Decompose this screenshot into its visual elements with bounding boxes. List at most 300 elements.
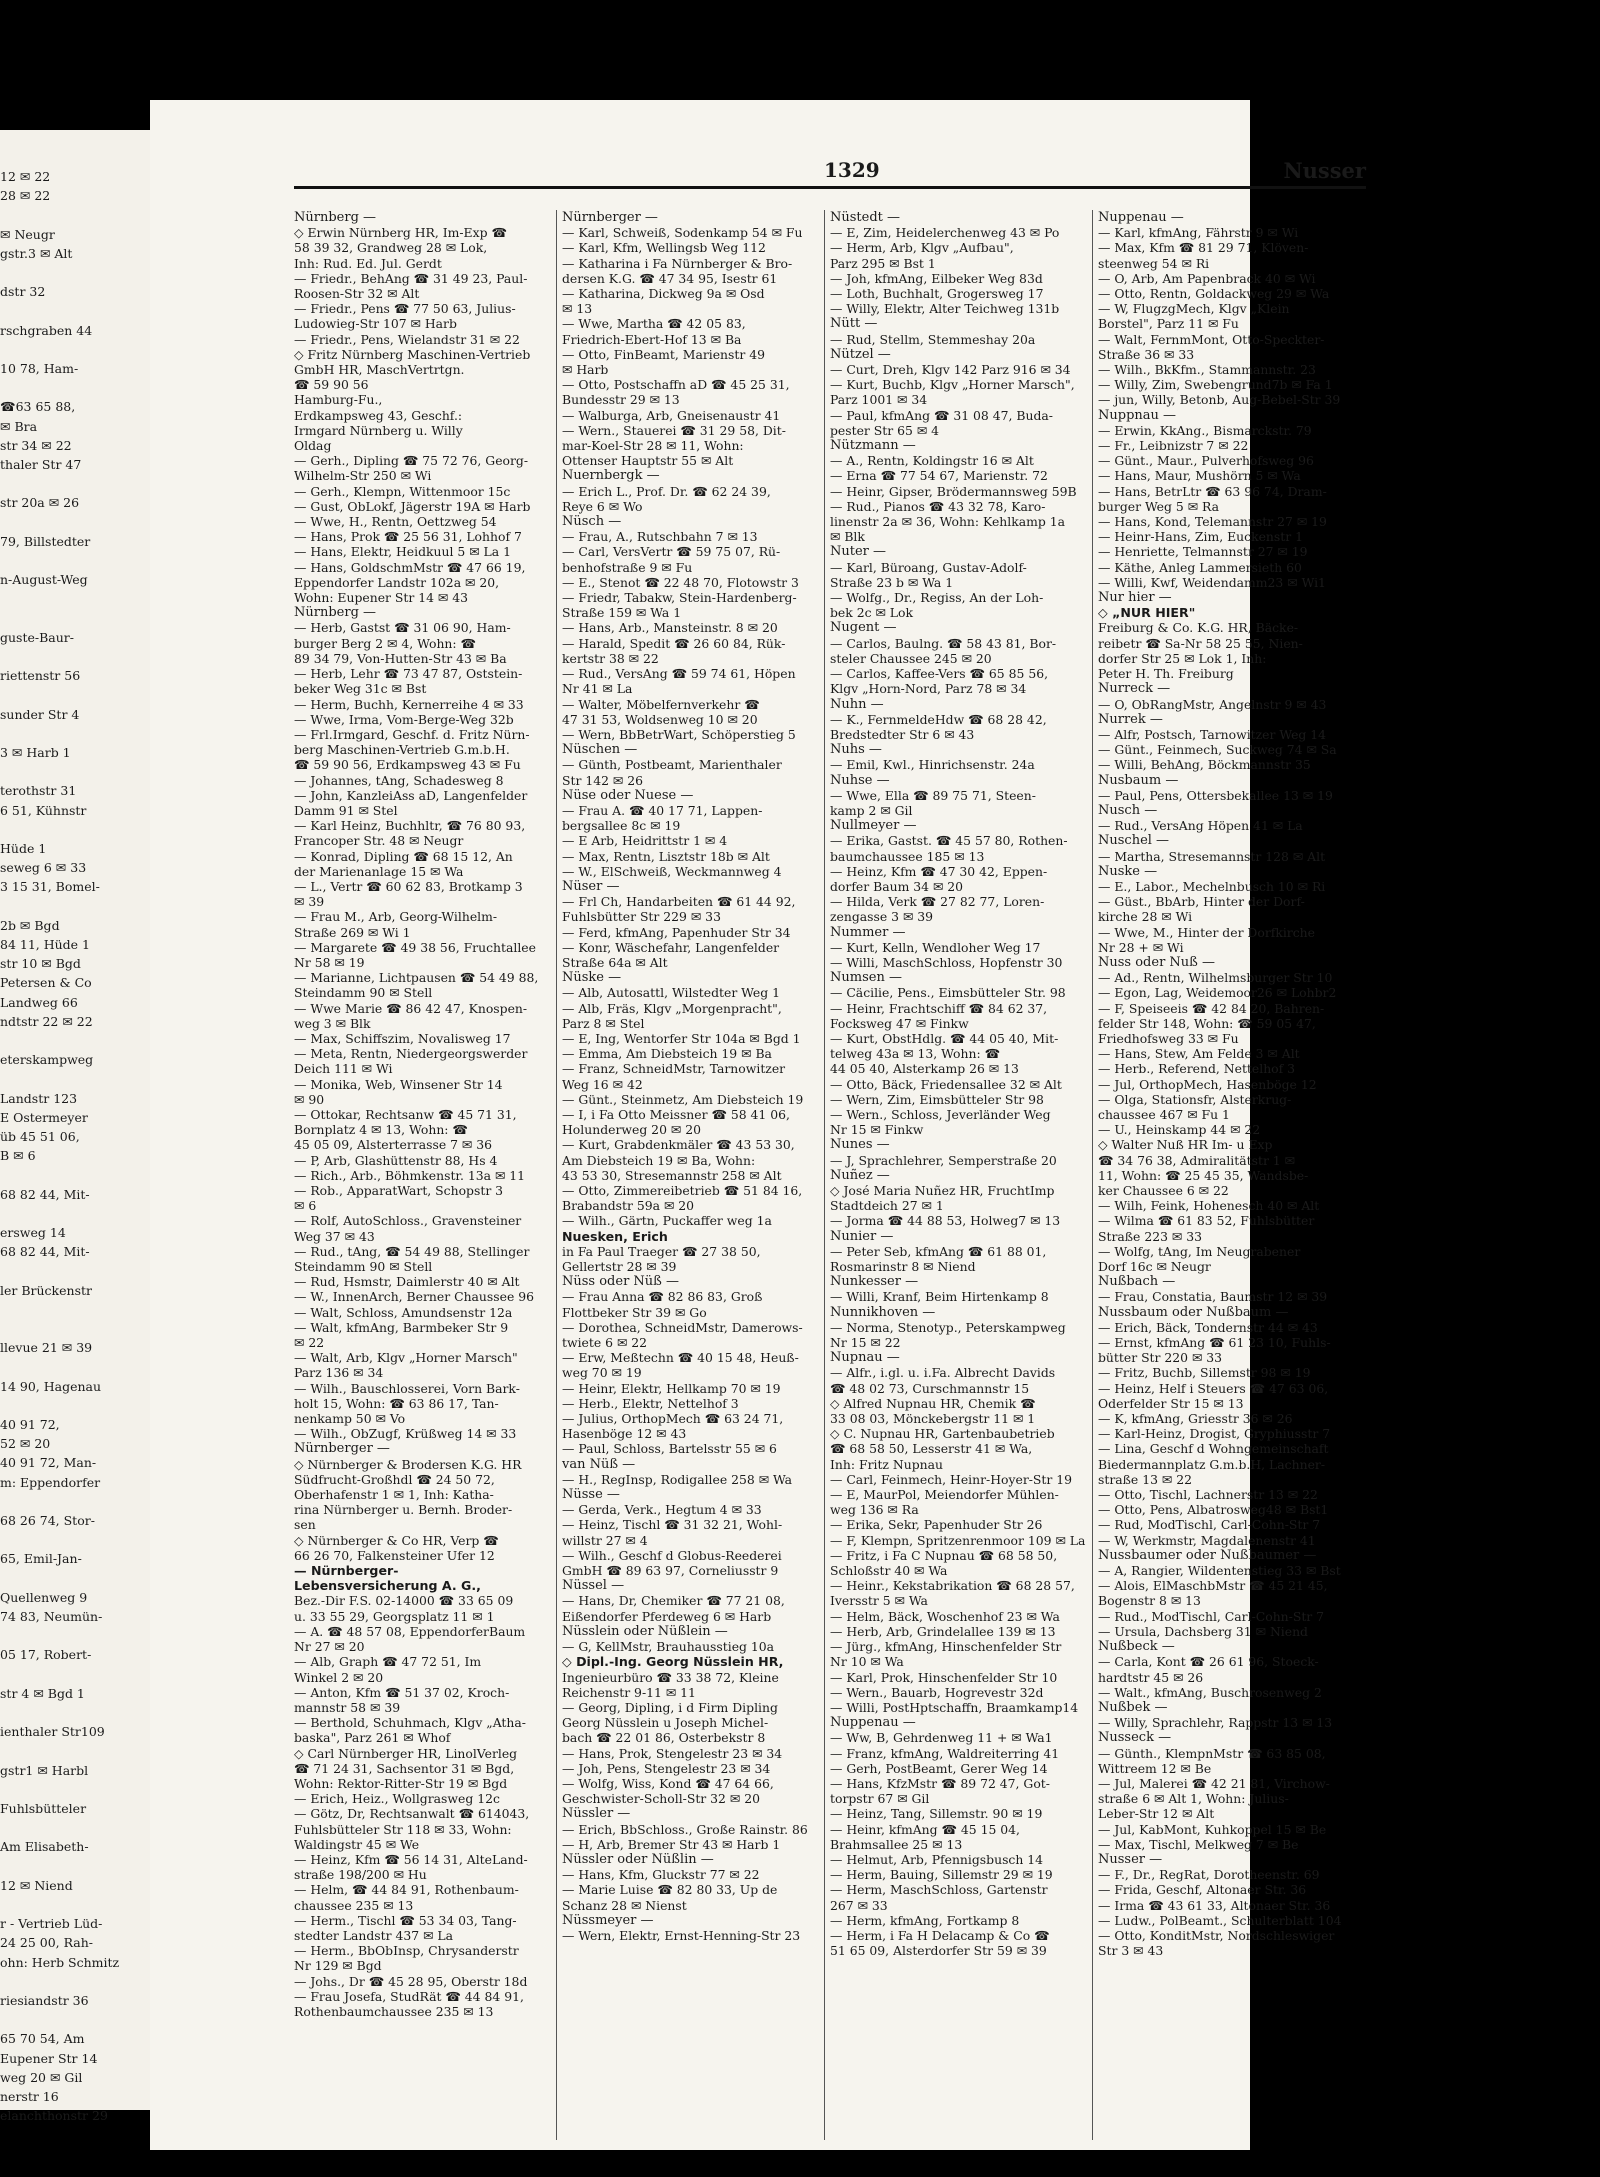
directory-entry: — Curt, Dreh, Klgv 142 Parz 916 ✉ 34 <box>830 362 1071 378</box>
left-page-line: 2b ✉ Bgd <box>0 917 60 933</box>
directory-entry: — Wilh., ObZugf, Krüßweg 14 ✉ 33 <box>294 1426 517 1442</box>
directory-entry: ◇ Alfred Nupnau HR, Chemik ☎ <box>830 1395 1036 1411</box>
directory-entry: — Wern, BbBetrWart, Schöperstieg 5 <box>562 726 796 742</box>
directory-entry: — Herm, i Fa H Delacamp & Co ☎ <box>830 1927 1050 1943</box>
directory-entry: — Wilh., BkKfm., Stammannstr. 23 <box>1098 362 1316 378</box>
directory-entry: burger Weg 5 ✉ Ra <box>1098 498 1220 514</box>
left-page-line: Petersen & Co <box>0 975 92 991</box>
directory-entry: — Karl, Prok, Hinschenfelder Str 10 <box>830 1669 1058 1685</box>
running-head: Nusser <box>1283 158 1366 183</box>
directory-entry: — O, ObRangMstr, Angelnstr 9 ✉ 43 <box>1098 696 1327 712</box>
directory-entry: — Fr., Leibnizstr 7 ✉ 22 <box>1098 438 1249 454</box>
left-page-line: seweg 6 ✉ 33 <box>0 860 87 876</box>
directory-entry: — Wolfg, tAng, Im Neugrabener <box>1098 1243 1301 1259</box>
directory-entry: Weg 37 ✉ 43 <box>294 1228 375 1244</box>
directory-entry: willstr 27 ✉ 4 <box>562 1532 648 1548</box>
directory-entry: — P, Arb, Glashüttenstr 88, Hs 4 <box>294 1152 498 1168</box>
directory-entry: Borstel", Parz 11 ✉ Fu <box>1098 316 1239 332</box>
surname-heading: Nüsslein oder Nüßlein — <box>562 1623 728 1639</box>
directory-entry: Nr 15 ✉ 22 <box>830 1335 901 1351</box>
column-divider <box>824 210 825 2140</box>
surname-heading: Nussbaum oder Nußbaum — <box>1098 1304 1289 1320</box>
directory-entry: — Hilda, Verk ☎ 27 82 77, Loren- <box>830 894 1045 910</box>
directory-entry: Ingenieurbüro ☎ 33 38 72, Kleine <box>562 1669 779 1685</box>
surname-heading: Nuernbergk — <box>562 468 660 484</box>
directory-entry: ☎ 48 02 73, Curschmannstr 15 <box>830 1380 1030 1396</box>
directory-entry: Bogenstr 8 ✉ 13 <box>1098 1593 1201 1609</box>
directory-entry: telweg 43a ✉ 13, Wohn: ☎ <box>830 1046 1001 1062</box>
directory-entry: — Jorma ☎ 44 88 53, Holweg7 ✉ 13 <box>830 1213 1061 1229</box>
directory-entry: — Otto, Pens, Albatrosweg48 ✉ Bst1 <box>1098 1502 1329 1518</box>
directory-entry: — Hans, KfzMstr ☎ 89 72 47, Got- <box>830 1775 1050 1791</box>
directory-entry: GmbH ☎ 89 63 97, Corneliusstr 9 <box>562 1563 779 1579</box>
directory-entry: — Ernst, kfmAng ☎ 61 23 10, Fuhls- <box>1098 1335 1331 1351</box>
surname-heading: Nüstedt — <box>830 210 901 225</box>
directory-entry: Lebensversicherung A. G., <box>294 1578 481 1594</box>
directory-entry: — Hans, Maur, Mushörn 5 ✉ Wa <box>1098 468 1301 484</box>
directory-entry: bach ☎ 22 01 86, Osterbekstr 8 <box>562 1730 766 1746</box>
directory-entry: — Herb, Gastst ☎ 31 06 90, Ham- <box>294 620 511 636</box>
directory-entry: — Dorothea, SchneidMstr, Damerows- <box>562 1319 803 1335</box>
surname-heading: Nuñez — <box>830 1167 890 1183</box>
directory-entry: — Joh, Pens, Stengelestr 23 ✉ 34 <box>562 1760 771 1776</box>
directory-entry: Str 142 ✉ 26 <box>562 772 644 788</box>
column-divider <box>1092 210 1093 2140</box>
directory-entry: Roosen-Str 32 ✉ Alt <box>294 286 420 302</box>
directory-entry: steenweg 54 ✉ Ri <box>1098 255 1210 271</box>
directory-entry: 11, Wohn: ☎ 25 45 35, Wandsbe- <box>1098 1167 1309 1183</box>
directory-entry: 33 08 03, Mönckebergstr 11 ✉ 1 <box>830 1411 1036 1427</box>
directory-entry: — Hans, Elektr, Heidkuul 5 ✉ La 1 <box>294 544 511 560</box>
directory-entry: in Fa Paul Traeger ☎ 27 38 50, <box>562 1243 761 1259</box>
directory-entry: — F, Klempn, Spritzenrenmoor 109 ✉ La <box>830 1532 1086 1548</box>
directory-entry: bütter Str 220 ✉ 33 <box>1098 1350 1223 1366</box>
directory-entry: — Günt., Maur., Pulverhofsweg 96 <box>1098 453 1314 469</box>
directory-entry: 51 65 09, Alsterdorfer Str 59 ✉ 39 <box>830 1943 1047 1959</box>
page-number: 1329 <box>824 158 880 182</box>
directory-entry: Wohn: Rektor-Ritter-Str 19 ✉ Bgd <box>294 1775 508 1791</box>
directory-entry: — Heinr, kfmAng ☎ 45 15 04, <box>830 1821 1020 1837</box>
directory-entry: — Gerh., Klempn, Wittenmoor 15c <box>294 483 511 499</box>
directory-entry: weg 70 ✉ 19 <box>562 1365 642 1381</box>
directory-entry: — Kurt, Grabdenkmäler ☎ 43 53 30, <box>562 1137 795 1153</box>
directory-entry: — Frl Ch, Handarbeiten ☎ 61 44 92, <box>562 894 796 910</box>
directory-entry: — Karl, Schweiß, Sodenkamp 54 ✉ Fu <box>562 225 803 241</box>
directory-entry: — Gerda, Verk., Hegtum 4 ✉ 33 <box>562 1502 762 1518</box>
directory-entry: Oldag <box>294 438 332 454</box>
directory-entry: kirche 28 ✉ Wi <box>1098 909 1193 925</box>
left-page-line: 52 ✉ 20 <box>0 1436 51 1452</box>
directory-entry: Nr 10 ✉ Wa <box>830 1654 904 1670</box>
directory-entry: Rothenbaumchaussee 235 ✉ 13 <box>294 2003 494 2019</box>
surname-heading: Nusseck — <box>1098 1730 1172 1746</box>
surname-heading: Nüss oder Nüß — <box>562 1274 679 1290</box>
directory-entry: — E Arb, Heidrittstr 1 ✉ 4 <box>562 833 728 849</box>
directory-entry: — Rud, Stellm, Stemmeshay 20a <box>830 331 1036 347</box>
directory-entry: — Peter Seb, kfmAng ☎ 61 88 01, <box>830 1243 1047 1259</box>
left-page-line: str 34 ✉ 22 <box>0 437 72 453</box>
directory-entry: Irmgard Nürnberg u. Willy <box>294 422 463 438</box>
surname-heading: Nüse oder Nuese — <box>562 787 694 803</box>
directory-entry: — Heinz, Kfm ☎ 56 14 31, AlteLand- <box>294 1851 528 1867</box>
directory-entry: ✉ Blk <box>830 529 865 545</box>
directory-entry: — Heinz, Helf i Steuers ☎ 47 63 06, <box>1098 1380 1329 1396</box>
directory-entry: — Herm, Bauing, Sillemstr 29 ✉ 19 <box>830 1867 1053 1883</box>
directory-entry: — Paul, kfmAng ☎ 31 08 47, Buda- <box>830 407 1053 423</box>
directory-entry: — Otto, FinBeamt, Marienstr 49 <box>562 346 765 362</box>
directory-entry: Hamburg-Fu., <box>294 392 383 408</box>
surname-heading: Nuschel — <box>1098 833 1170 849</box>
directory-entry: Nr 27 ✉ 20 <box>294 1639 365 1655</box>
surname-heading: Nurrek — <box>1098 711 1163 727</box>
directory-entry: — Käthe, Anleg Lammersieth 60 <box>1098 559 1302 575</box>
directory-entry: beker Weg 31c ✉ Bst <box>294 681 427 697</box>
directory-entry: — Marianne, Lichtpausen ☎ 54 49 88, <box>294 970 539 986</box>
directory-entry: — Herm, Arb, Klgv „Aufbau", <box>830 240 1014 256</box>
directory-entry: — Wwe, Irma, Vom-Berge-Weg 32b <box>294 711 514 727</box>
directory-entry: Straße 223 ✉ 33 <box>1098 1228 1203 1244</box>
directory-entry: Nr 41 ✉ La <box>562 681 633 697</box>
directory-entry: Parz 295 ✉ Bst 1 <box>830 255 936 271</box>
directory-entry: ☎ 34 76 38, Admiralitätstr 1 ✉ <box>1098 1152 1296 1168</box>
directory-entry: — Alb, Autosattl, Wilstedter Weg 1 <box>562 985 780 1001</box>
left-page-line: riettenstr 56 <box>0 668 81 684</box>
surname-heading: Nüschen — <box>562 742 638 758</box>
directory-entry: — Frau Anna ☎ 82 86 83, Groß <box>562 1289 763 1305</box>
left-page-line: Hüde 1 <box>0 841 47 856</box>
directory-entry: Hasenböge 12 ✉ 43 <box>562 1426 687 1442</box>
directory-entry: — Harald, Spedit ☎ 26 60 84, Rük- <box>562 635 786 651</box>
directory-entry: — Frau M., Arb, Georg-Wilhelm- <box>294 909 498 925</box>
left-page-line: E Ostermeyer <box>0 1109 88 1125</box>
left-page-line: gstr1 ✉ Harbl <box>0 1762 89 1778</box>
directory-entry: — Wilh., Gärtn, Puckaffer weg 1a <box>562 1213 772 1229</box>
directory-entry: — Willy, Sprachlehr, Rappstr 13 ✉ 13 <box>1098 1715 1333 1731</box>
directory-entry: Friedrich-Ebert-Hof 13 ✉ Ba <box>562 331 742 347</box>
directory-entry: Ottenser Hauptstr 55 ✉ Alt <box>562 453 734 469</box>
directory-entry: — Helm, Bäck, Woschenhof 23 ✉ Wa <box>830 1608 1060 1624</box>
directory-entry: — Hans, Kfm, Gluckstr 77 ✉ 22 <box>562 1867 760 1883</box>
directory-entry: Fuhlsbütter Str 229 ✉ 33 <box>562 909 721 925</box>
directory-entry: — Helm, ☎ 44 84 91, Rothenbaum- <box>294 1882 519 1898</box>
directory-entry: burger Berg 2 ✉ 4, Wohn: ☎ <box>294 635 476 651</box>
directory-entry: — Emma, Am Diebsteich 19 ✉ Ba <box>562 1046 772 1062</box>
directory-entry: — Heinr, Frachtschiff ☎ 84 62 37, <box>830 1000 1048 1016</box>
directory-entry: Bornplatz 4 ✉ 13, Wohn: ☎ <box>294 1122 468 1138</box>
surname-heading: Nütt — <box>830 316 878 332</box>
directory-entry: — Willi, BehAng, Böckmannstr 35 <box>1098 757 1311 773</box>
surname-heading: Nuhs — <box>830 742 882 758</box>
directory-entry: — Egon, Lag, Weidemoor26 ✉ Lohbr2 <box>1098 985 1337 1001</box>
directory-entry: Str 3 ✉ 43 <box>1098 1943 1164 1959</box>
surname-heading: Numsen — <box>830 970 902 986</box>
directory-entry: Geschwister-Scholl-Str 32 ✉ 20 <box>562 1791 760 1807</box>
directory-entry: Brahmsallee 25 ✉ 13 <box>830 1836 963 1852</box>
directory-entry: Oberhafenstr 1 ✉ 1, Inh: Katha- <box>294 1487 494 1503</box>
surname-heading: Nunier — <box>830 1228 894 1244</box>
directory-entry: — Wern, Elektr, Ernst-Henning-Str 23 <box>562 1927 801 1943</box>
surname-heading: Nupnau — <box>830 1350 900 1366</box>
directory-entry: — Alois, ElMaschbMstr ☎ 45 21 45, <box>1098 1578 1328 1594</box>
directory-entry: straße 6 ✉ Alt 1, Wohn: Julius- <box>1098 1791 1289 1807</box>
directory-entry: — Anton, Kfm ☎ 51 37 02, Kroch- <box>294 1684 510 1700</box>
left-page-line: llevue 21 ✉ 39 <box>0 1340 93 1356</box>
directory-entry: — Ludw., PolBeamt., Schulterblatt 104 <box>1098 1912 1342 1928</box>
directory-entry: ☎ 59 90 56 <box>294 377 369 393</box>
directory-entry: — Katharina, Dickweg 9a ✉ Osd <box>562 286 765 302</box>
directory-entry: Reichenstr 9-11 ✉ 11 <box>562 1684 696 1700</box>
directory-entry: Francoper Str. 48 ✉ Neugr <box>294 833 464 849</box>
directory-entry: Leber-Str 12 ✉ Alt <box>1098 1806 1215 1822</box>
directory-entry: — Herb., Elektr, Nettelhof 3 <box>562 1395 739 1411</box>
directory-entry: ✉ 39 <box>294 894 325 910</box>
directory-entry: — Jul, OrthopMech, Hasenböge 12 <box>1098 1076 1317 1092</box>
directory-entry: Flottbeker Str 39 ✉ Go <box>562 1304 707 1320</box>
directory-entry: weg 3 ✉ Blk <box>294 1015 371 1031</box>
directory-entry: pester Str 65 ✉ 4 <box>830 422 940 438</box>
directory-entry: Eißendorfer Pferdeweg 6 ✉ Harb <box>562 1608 772 1624</box>
page-header <box>294 158 1366 192</box>
surname-heading: Nunnikhoven — <box>830 1304 936 1320</box>
directory-entry: — Erich, BbSchloss., Große Rainstr. 86 <box>562 1821 808 1837</box>
left-page-line: 10 78, Ham- <box>0 361 79 376</box>
directory-entry: — Herb., Referend, Nettelhof 3 <box>1098 1061 1296 1077</box>
directory-entry: Freiburg & Co. K.G. HR, Bäcke- <box>1098 620 1299 636</box>
directory-entry: — Alfr., i.gl. u. i.Fa. Albrecht Davids <box>830 1365 1056 1381</box>
directory-entry: — Willi, PostHptschaffn, Braamkamp14 <box>830 1699 1079 1715</box>
left-page-line: 3 15 31, Bomel- <box>0 879 100 895</box>
directory-entry: torpstr 67 ✉ Gil <box>830 1791 930 1807</box>
left-page-line: 24 25 00, Rah- <box>0 1935 94 1951</box>
directory-entry: dorfer Baum 34 ✉ 20 <box>830 878 964 894</box>
directory-entry: — Ad., Rentn, Wilhelmsburger Str 10 <box>1098 970 1333 986</box>
directory-entry: Fuhlsbütteler Str 118 ✉ 33, Wohn: <box>294 1821 512 1837</box>
directory-entry: — Herm., Tischl ☎ 53 34 03, Tang- <box>294 1912 517 1928</box>
directory-entry: — Franz, kfmAng, Waldreiterring 41 <box>830 1745 1060 1761</box>
directory-entry: Rosmarinstr 8 ✉ Niend <box>830 1259 976 1275</box>
directory-entry: — Heinz, Tischl ☎ 31 32 21, Wohl- <box>562 1517 783 1533</box>
surname-heading: Nuhse — <box>830 772 890 788</box>
directory-entry: Nuesken, Erich <box>562 1228 668 1244</box>
surname-heading: Nuhn — <box>830 696 884 712</box>
directory-entry: — Monika, Web, Winsener Str 14 <box>294 1076 503 1092</box>
left-page-line: 12 ✉ 22 <box>0 169 51 184</box>
directory-entry: — K, kfmAng, Griesstr 36 ✉ 26 <box>1098 1411 1293 1427</box>
directory-entry: — U., Heinskamp 44 ✉ 22 <box>1098 1122 1261 1138</box>
directory-entry: straße 198/200 ✉ Hu <box>294 1867 427 1883</box>
left-page-line: ienthaler Str109 <box>0 1724 105 1740</box>
directory-entry: kamp 2 ✉ Gil <box>830 802 913 818</box>
left-page-line: ersweg 14 <box>0 1225 66 1240</box>
directory-entry: — Rud, ModTischl, Carl-Cohn-Str 7 <box>1098 1517 1321 1533</box>
directory-entry: zengasse 3 ✉ 39 <box>830 909 934 925</box>
directory-entry: — Alfr, Postsch, Tarnowitzer Weg 14 <box>1098 726 1327 742</box>
directory-entry: — Wilma ☎ 61 83 52, Fuhlsbütter <box>1098 1213 1315 1229</box>
directory-entry: — Karl, Kfm, Wellingsb Weg 112 <box>562 240 766 256</box>
directory-entry: — Rud., VersAng ☎ 59 74 61, Höpen <box>562 666 796 682</box>
directory-entry: Georg Nüsslein u Joseph Michel- <box>562 1715 769 1731</box>
directory-entry: Nr 15 ✉ Finkw <box>830 1122 924 1138</box>
directory-entry: — O, Arb, Am Papenbrack 40 ✉ Wi <box>1098 270 1316 286</box>
left-page-line: 68 82 44, Mit- <box>0 1186 90 1202</box>
directory-entry: Bundesstr 29 ✉ 13 <box>562 392 680 408</box>
directory-entry: — Henriette, Telmannstr 27 ✉ 19 <box>1098 544 1308 560</box>
directory-entry: — Wolfg., Dr., Regiss, An der Loh- <box>830 590 1044 606</box>
directory-entry: — jun, Willy, Betonb, Aug-Bebel-Str 39 <box>1098 392 1341 408</box>
surname-heading: Nüsch — <box>562 514 622 530</box>
directory-entry: — Hans, GoldschmMstr ☎ 47 66 19, <box>294 559 526 575</box>
left-page-line: Eupener Str 14 <box>0 2050 98 2066</box>
directory-entry: — A, Rangier, Wildentenstieg 33 ✉ Bst <box>1098 1563 1341 1579</box>
directory-entry: — Willy, Elektr, Alter Teichweg 131b <box>830 301 1060 317</box>
surname-heading: Nusbaum — <box>1098 772 1179 788</box>
directory-entry: Straße 159 ✉ Wa 1 <box>562 605 682 621</box>
surname-heading: Nuppnau — <box>1098 407 1177 423</box>
directory-entry: — Friedr., Pens ☎ 77 50 63, Julius- <box>294 301 516 317</box>
directory-entry: — Kurt, ObstHdlg. ☎ 44 05 40, Mit- <box>830 1030 1059 1046</box>
directory-entry: — Georg, Dipling, i d Firm Dipling <box>562 1699 778 1715</box>
directory-entry: benhofstraße 9 ✉ Fu <box>562 559 693 575</box>
directory-entry: — Wilh., Bauschlosserei, Vorn Bark- <box>294 1380 520 1396</box>
left-page-line: 65, Emil-Jan- <box>0 1551 82 1567</box>
directory-entry: — Wwe, H., Rentn, Oettzweg 54 <box>294 514 497 530</box>
left-page-line: riesiandstr 36 <box>0 1993 89 2008</box>
directory-entry: — Herm, Buchh, Kernerreihe 4 ✉ 33 <box>294 696 524 712</box>
directory-entry: — Fritz, i Fa C Nupnau ☎ 68 58 50, <box>830 1547 1058 1563</box>
left-page-line: üb 45 51 06, <box>0 1129 80 1144</box>
directory-entry: 267 ✉ 33 <box>830 1897 888 1913</box>
directory-entry: — Götz, Dr, Rechtsanwalt ☎ 614043, <box>294 1806 530 1822</box>
directory-entry: ◇ José Maria Nuñez HR, FruchtImp <box>830 1183 1055 1198</box>
directory-entry: Eppendorfer Landstr 102a ✉ 20, <box>294 574 500 590</box>
directory-entry: ker Chaussee 6 ✉ 22 <box>1098 1183 1229 1198</box>
directory-entry: hardtstr 45 ✉ 26 <box>1098 1669 1204 1685</box>
left-page-line: ✉ Neugr <box>0 226 55 242</box>
directory-entry: der Marienanlage 15 ✉ Wa <box>294 863 464 879</box>
directory-entry: — Loth, Buchhalt, Grogersweg 17 <box>830 286 1044 302</box>
directory-entry: — Margarete ☎ 49 38 56, Fruchtallee <box>294 939 536 955</box>
directory-entry: — Gust, ObLokf, Jägerstr 19A ✉ Harb <box>294 498 531 514</box>
directory-entry: Biedermannplatz G.m.b.H, Lachner- <box>1098 1456 1326 1472</box>
directory-entry: — Kurt, Kelln, Wendloher Weg 17 <box>830 939 1041 955</box>
directory-entry: — Max, Schiffszim, Novalisweg 17 <box>294 1030 511 1046</box>
directory-entry: — Hans, Kond, Telemannstr 27 ✉ 19 <box>1098 514 1327 530</box>
surname-heading: Nusch — <box>1098 802 1158 818</box>
directory-entry: Gellertstr 28 ✉ 39 <box>562 1259 677 1275</box>
directory-entry: Winkel 2 ✉ 20 <box>294 1669 384 1685</box>
directory-column-1 <box>294 210 550 2140</box>
directory-entry: Friedhofsweg 33 ✉ Fu <box>1098 1030 1239 1046</box>
directory-entry: — Paul, Schloss, Bartelsstr 55 ✉ 6 <box>562 1441 777 1457</box>
directory-entry: — Kurt, Buchb, Klgv „Horner Marsch", <box>830 377 1075 393</box>
directory-entry: — Irma ☎ 43 61 33, Altonaer Str. 36 <box>1098 1897 1331 1913</box>
directory-entry: — Rob., ApparatWart, Schopstr 3 <box>294 1183 504 1198</box>
directory-entry: — Willi, MaschSchloss, Hopfenstr 30 <box>830 954 1063 970</box>
directory-entry: straße 13 ✉ 22 <box>1098 1471 1192 1487</box>
surname-heading: Nürnberg — <box>294 605 377 621</box>
directory-entry: — Gerh, PostBeamt, Gerer Weg 14 <box>830 1760 1048 1776</box>
directory-entry: Oderfelder Str 15 ✉ 13 <box>1098 1395 1244 1411</box>
directory-entry: — Hans, Arb., Mansteinstr. 8 ✉ 20 <box>562 620 778 636</box>
directory-entry: — Ottokar, Rechtsanw ☎ 45 71 31, <box>294 1106 517 1122</box>
surname-heading: Nussbaumer oder Nußbaumer — <box>1098 1547 1317 1563</box>
directory-entry: nenkamp 50 ✉ Vo <box>294 1411 406 1427</box>
directory-entry: Straße 36 ✉ 33 <box>1098 346 1195 362</box>
left-page-line: terothstr 31 <box>0 783 77 799</box>
directory-entry: — Friedr., Pens, Wielandstr 31 ✉ 22 <box>294 331 520 347</box>
directory-entry: Südfrucht-Großhdl ☎ 24 50 72, <box>294 1471 495 1487</box>
directory-entry: reibetr ☎ Sa-Nr 58 25 55, Nien- <box>1098 635 1303 651</box>
directory-entry: — Walt, Arb, Klgv „Horner Marsch" <box>294 1350 518 1366</box>
directory-entry: — Walt., kfmAng, Buschrosenweg 2 <box>1098 1684 1322 1700</box>
directory-entry: holt 15, Wohn: ☎ 63 86 17, Tan- <box>294 1395 499 1411</box>
left-page-line: Am Elisabeth- <box>0 1839 89 1855</box>
directory-entry: Damm 91 ✉ Stel <box>294 802 398 818</box>
left-page-line: Fuhlsbütteler <box>0 1801 87 1816</box>
directory-entry: — Karl, kfmAng, Fährstr 9 ✉ Wi <box>1098 225 1299 241</box>
directory-entry: — Emil, Kwl., Hinrichsenstr. 24a <box>830 757 1035 773</box>
directory-column-4 <box>1098 210 1354 2140</box>
column-divider <box>556 210 557 2140</box>
directory-entry: — Rud., VersAng Höpen 41 ✉ La <box>1098 818 1303 834</box>
directory-entry: linenstr 2a ✉ 36, Wohn: Kehlkamp 1a <box>830 514 1066 530</box>
left-page-line: nerstr 16 <box>0 2089 59 2104</box>
directory-entry: — Günth, Postbeamt, Marienthaler <box>562 757 782 773</box>
left-page-line: ler Brückenstr <box>0 1282 92 1298</box>
directory-entry: weg 136 ✉ Ra <box>830 1502 919 1518</box>
left-page-line: weg 20 ✉ Gil <box>0 2069 83 2085</box>
directory-entry: — Rud., ModTischl, Carl-Cohn-Str 7 <box>1098 1608 1325 1624</box>
directory-entry: ◇ Erwin Nürnberg HR, Im-Exp ☎ <box>294 225 507 241</box>
directory-entry: — W, Werkmstr, Magdalenenstr 41 <box>1098 1532 1316 1548</box>
directory-entry: ✉ 6 <box>294 1198 317 1214</box>
directory-entry: Bredstedter Str 6 ✉ 43 <box>830 726 975 742</box>
left-page-line: 3 ✉ Harb 1 <box>0 745 71 760</box>
directory-entry: — Ursula, Dachsberg 31 ✉ Niend <box>1098 1623 1308 1639</box>
directory-entry: — W., ElSchweiß, Weckmannweg 4 <box>562 863 782 879</box>
directory-entry: — Franz, SchneidMstr, Tarnowitzer <box>562 1061 786 1077</box>
directory-entry: — Frau, Constatia, Baumstr 12 ✉ 39 <box>1098 1289 1328 1305</box>
directory-entry: — Karl-Heinz, Drogist, Gryphiusstr 7 <box>1098 1426 1331 1442</box>
left-page-line: 40 91 72, <box>0 1417 60 1432</box>
left-page-line: 05 17, Robert- <box>0 1647 92 1663</box>
directory-entry: ☎ 68 58 50, Lesserstr 41 ✉ Wa, <box>830 1441 1033 1457</box>
directory-entry: — Heinr, Elektr, Hellkamp 70 ✉ 19 <box>562 1380 781 1396</box>
directory-entry: twiete 6 ✉ 22 <box>562 1335 648 1351</box>
directory-entry: — Frau, A., Rutschbahn 7 ✉ 13 <box>562 529 758 545</box>
directory-entry: — Günt., Steinmetz, Am Diebsteich 19 <box>562 1091 804 1107</box>
directory-entry: Inh: Fritz Nupnau <box>830 1456 943 1472</box>
directory-entry: — Erwin, KkAng., Bismarckstr. 79 <box>1098 422 1312 438</box>
directory-entry: — Walter, Möbelfernverkehr ☎ <box>562 696 760 712</box>
directory-entry: Peter H. Th. Freiburg <box>1098 666 1234 682</box>
directory-entry: — Wern, Zim, Eimsbütteler Str 98 <box>830 1091 1044 1107</box>
directory-entry: — Helmut, Arb, Pfennigsbusch 14 <box>830 1851 1044 1867</box>
directory-entry: — Otto, Bäck, Friedensallee 32 ✉ Alt <box>830 1076 1062 1092</box>
directory-entry: — Wwe, M., Hinter der Dorfkirche <box>1098 924 1315 940</box>
directory-entry: — Wern., Schloss, Jeverländer Weg <box>830 1106 1051 1122</box>
directory-entry: — Olga, Stationsfr, Alsterkrug- <box>1098 1091 1292 1107</box>
directory-entry: — Heinr-Hans, Zim, Euckenstr 1 <box>1098 529 1303 545</box>
directory-entry: Nr 129 ✉ Bgd <box>294 1958 382 1974</box>
directory-entry: u. 33 55 29, Georgsplatz 11 ✉ 1 <box>294 1608 495 1624</box>
directory-entry: chaussee 235 ✉ 13 <box>294 1897 414 1913</box>
directory-entry: — Rich., Arb., Böhmkenstr. 13a ✉ 11 <box>294 1167 526 1183</box>
left-page-line: 40 91 72, Man- <box>0 1455 97 1471</box>
directory-entry: Parz 136 ✉ 34 <box>294 1365 384 1381</box>
directory-entry: kertstr 38 ✉ 22 <box>562 650 659 666</box>
directory-entry: — Heinr, Gipser, Brödermannsweg 59B <box>830 483 1077 499</box>
